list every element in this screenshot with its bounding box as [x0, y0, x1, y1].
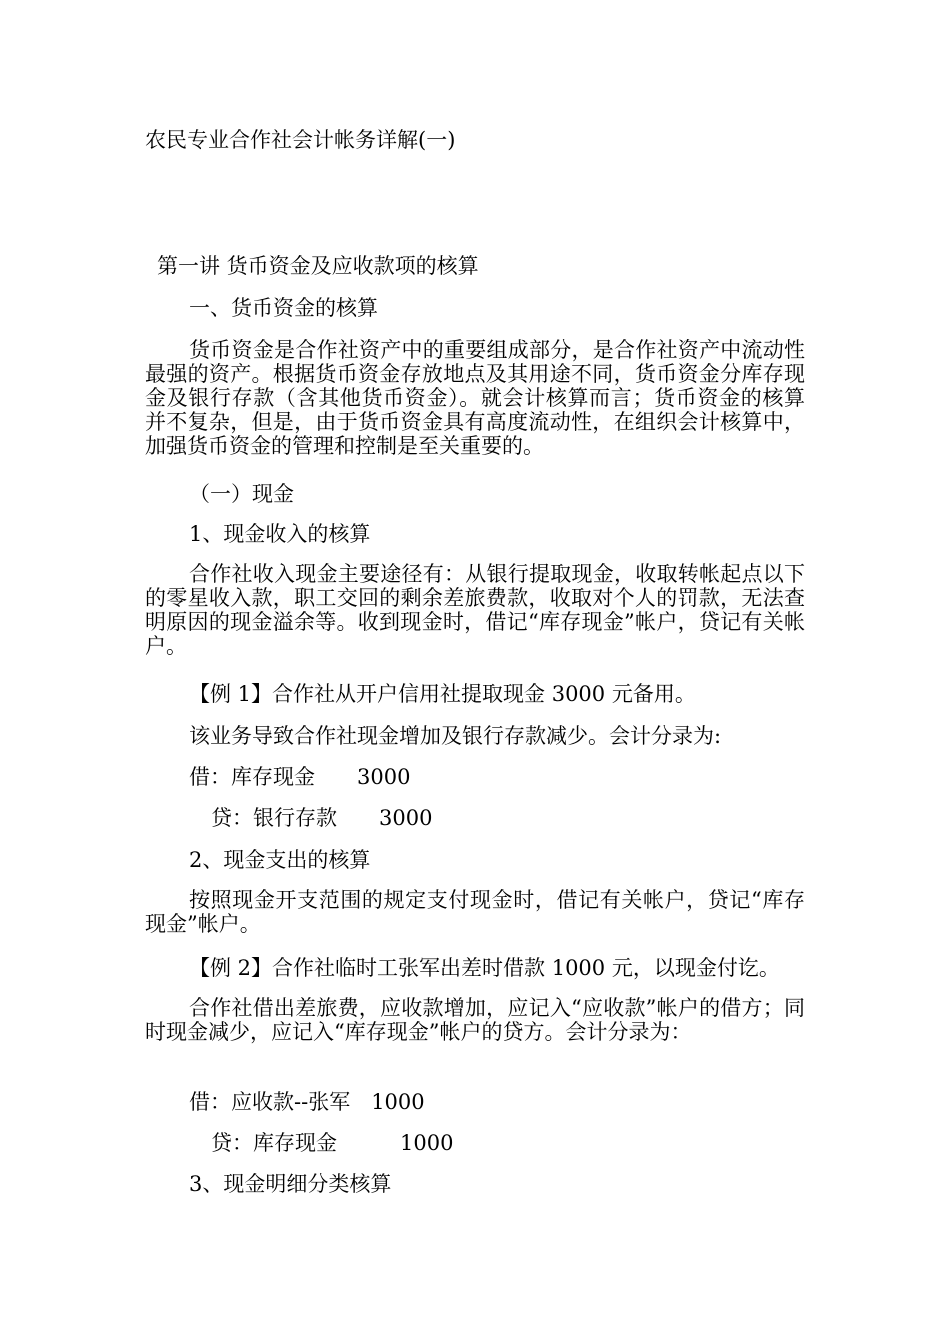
paragraph-cash-receipts: 合作社收入现金主要途径有：从银行提取现金，收取转帐起点以下的零星收入款，职工交回的剩余差旅费款，收取对个人的罚款，无法查明原因的现金溢余等。收到现金时，借记“库存现金”帐户，贷记有关帐户。	[145, 562, 805, 658]
paragraph-example-2-explanation: 合作社借出差旅费，应收款增加，应记入“应收款”帐户的借方；同时现金减少，应记入“库存现金”帐户的贷方。会计分录为：	[145, 996, 805, 1044]
lecture-heading: 第一讲 货币资金及应收款项的核算	[157, 254, 479, 278]
example-1-explanation: 该业务导致合作社现金增加及银行存款减少。会计分录为:	[189, 724, 722, 748]
section-heading-monetary-funds: 一、货币资金的核算	[189, 296, 378, 320]
item-heading-cash-receipts: 1、现金收入的核算	[189, 522, 371, 546]
journal-entry-2-credit: 贷：库存现金 1000	[211, 1131, 454, 1155]
example-1: 【例 1】合作社从开户信用社提取现金 3000 元备用。	[189, 682, 696, 706]
journal-entry-1-debit: 借：库存现金 3000	[189, 765, 411, 789]
paragraph-cash-payments: 按照现金开支范围的规定支付现金时，借记有关帐户，贷记“库存现金”帐户。	[145, 888, 805, 936]
paragraph-monetary-funds: 货币资金是合作社资产中的重要组成部分，是合作社资产中流动性最强的资产。根据货币资金存放地点及其用途不同，货币资金分库存现金及银行存款（含其他货币资金）。就会计核算而言；货币资金的核算并不复杂，但是，由于货币资金具有高度流动性，在组织会计核算中，加强货币资金的管理和控制是至关重要的。	[145, 338, 805, 458]
journal-entry-2-debit: 借：应收款--张军 1000	[189, 1090, 425, 1114]
document-title: 农民专业合作社会计帐务详解(一)	[145, 128, 456, 152]
subsection-heading-cash: （一）现金	[189, 482, 294, 506]
item-heading-cash-ledger: 3、现金明细分类核算	[189, 1172, 392, 1196]
item-heading-cash-payments: 2、现金支出的核算	[189, 848, 371, 872]
journal-entry-1-credit: 贷：银行存款 3000	[211, 806, 433, 830]
example-2: 【例 2】合作社临时工张军出差时借款 1000 元，以现金付讫。	[189, 956, 780, 980]
